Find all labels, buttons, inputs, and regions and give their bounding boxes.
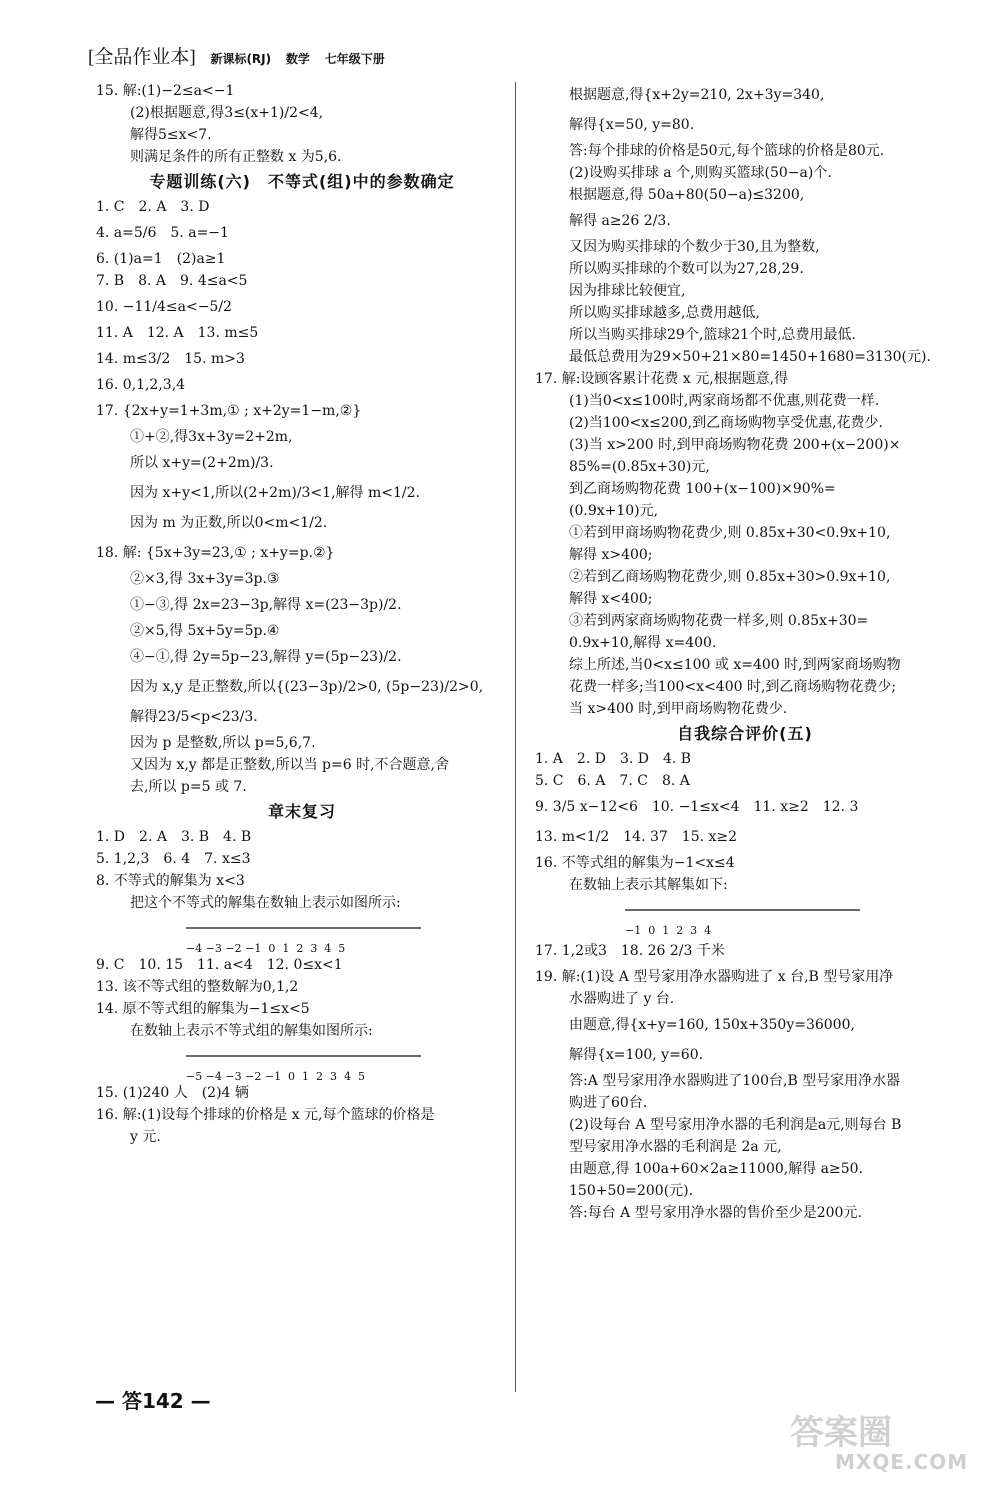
answer-line: ③若到两家商场购物花费一样多,则 0.85x+30= — [569, 613, 869, 629]
answer-line: 解得{x=100, y=60. — [569, 1047, 704, 1063]
answer-line: 15. 解:(1)−2≤a<−1 — [96, 83, 235, 99]
answer-line: 由题意,得{x+y=160, 150x+350y=36000, — [569, 1017, 855, 1033]
answer-line: 综上所述,当0<x≤100 或 x=400 时,到两家商场购物 — [569, 657, 901, 673]
answer-line: 11. A 12. A 13. m≤5 — [96, 325, 259, 341]
answer-line: 150+50=200(元). — [569, 1183, 694, 1199]
number-line-axis — [625, 896, 865, 918]
section-heading: 专题训练(六) 不等式(组)中的参数确定 — [149, 172, 455, 191]
answer-line: 去,所以 p=5 或 7. — [130, 779, 247, 795]
answer-line: (0.9x+10)元, — [569, 503, 659, 519]
answer-line: ①若到甲商场购物花费少,则 0.85x+30<0.9x+10, — [569, 525, 891, 541]
answer-line: (2)当100<x≤200,到乙商场购物享受优惠,花费少. — [569, 415, 883, 431]
number-line-labels: −1 0 1 2 3 4 — [625, 924, 712, 937]
page-header — [88, 42, 385, 69]
answer-line: 解得 x<400; — [569, 591, 653, 607]
answer-line: 因为 x,y 是正整数,所以{(23−3p)/2>0, (5p−23)/2>0, — [130, 679, 484, 695]
answer-line: 当 x>400 时,到甲商场购物花费少. — [569, 701, 788, 717]
answer-line: 10. −11/4≤a<−5/2 — [96, 299, 232, 315]
column-divider — [515, 82, 516, 1392]
number-line — [535, 896, 955, 936]
answer-line: 在数轴上表示不等式组的解集如图所示: — [130, 1023, 373, 1039]
answer-line: 0.9x+10,解得 x=400. — [569, 635, 717, 651]
answer-line: 因为排球比较便宜, — [569, 283, 686, 299]
answer-line: ①−③,得 2x=23−3p,解得 x=(23−3p)/2. — [130, 597, 402, 613]
number-line-axis — [186, 1042, 426, 1064]
answer-line: 13. m<1/2 14. 37 15. x≥2 — [535, 829, 738, 845]
answer-line: 14. m≤3/2 15. m>3 — [96, 351, 245, 367]
answer-line: 1. A 2. D 3. D 4. B — [535, 751, 692, 767]
answer-line: 花费一样多;当100<x<400 时,到乙商场购物花费少; — [569, 679, 897, 695]
answer-line: 所以购买排球越多,总费用越低, — [569, 305, 760, 321]
answer-line: 水器购进了 y 台. — [569, 991, 675, 1007]
answer-line: 9. C 10. 15 11. a<4 12. 0≤x<1 — [96, 957, 343, 973]
answer-line: 解得{x=50, y=80. — [569, 117, 695, 133]
answer-line: 因为 p 是整数,所以 p=5,6,7. — [130, 735, 316, 751]
answer-line: 16. 解:(1)设每个排球的价格是 x 元,每个篮球的价格是 — [96, 1107, 435, 1123]
left-column — [96, 80, 508, 1148]
subject-label: 数学 — [285, 52, 310, 66]
answer-line: 根据题意,得{x+2y=210, 2x+3y=340, — [569, 87, 825, 103]
answer-line: 答:每台 A 型号家用净水器的售价至少是200元. — [569, 1205, 862, 1221]
grade-label: 七年级下册 — [324, 52, 385, 66]
page-number: — 答142 — — [95, 1389, 211, 1413]
answer-line: 又因为购买排球的个数少于30,且为整数, — [569, 239, 820, 255]
answer-line: 17. 解:设顾客累计花费 x 元,根据题意,得 — [535, 371, 789, 387]
answer-line: 答:每个排球的价格是50元,每个篮球的价格是80元. — [569, 143, 885, 159]
answer-line: 在数轴上表示其解集如下: — [569, 877, 728, 893]
answer-line: 解得 a≥26 2/3. — [569, 213, 671, 229]
answer-line: 18. 解: {5x+3y=23,① ; x+y=p.②} — [96, 545, 335, 561]
number-line — [96, 1042, 508, 1082]
answer-line: 5. 1,2,3 6. 4 7. x≤3 — [96, 851, 251, 867]
answer-line: 5. C 6. A 7. C 8. A — [535, 773, 690, 789]
answer-line: 16. 0,1,2,3,4 — [96, 377, 186, 393]
number-line — [96, 914, 508, 954]
answer-line: (3)当 x>200 时,到甲商场购物花费 200+(x−200)× — [569, 437, 901, 453]
answer-line: 解得5≤x<7. — [130, 127, 212, 143]
number-line-labels: −4 −3 −2 −1 0 1 2 3 4 5 — [186, 942, 346, 955]
answer-line: ①+②,得3x+3y=2+2m, — [130, 429, 293, 445]
answer-line: 所以购买排球的个数可以为27,28,29. — [569, 261, 804, 277]
answer-line: 解得 x>400; — [569, 547, 653, 563]
answer-line: 所以当购买排球29个,篮球21个时,总费用最低. — [569, 327, 856, 343]
answer-line: y 元. — [130, 1129, 161, 1145]
watermark-logo: 答案圈 — [790, 1413, 892, 1453]
answer-line: (2)设每台 A 型号家用净水器的毛利润是a元,则每台 B — [569, 1117, 902, 1133]
answer-line: 所以 x+y=(2+2m)/3. — [130, 455, 274, 471]
number-line-axis — [186, 914, 426, 936]
answer-line: 由题意,得 100a+60×2a≥11000,解得 a≥50. — [569, 1161, 864, 1177]
answer-line: (2)根据题意,得3≤(x+1)/2<4, — [130, 105, 324, 121]
answer-line: 17. {2x+y=1+3m,① ; x+2y=1−m,②} — [96, 403, 362, 419]
answer-line: 85%=(0.85x+30)元, — [569, 459, 710, 475]
answer-line: ④−①,得 2y=5p−23,解得 y=(5p−23)/2. — [130, 649, 402, 665]
answer-line: 4. a=5/6 5. a=−1 — [96, 225, 229, 241]
answer-line: 又因为 x,y 都是正整数,所以当 p=6 时,不合题意,舍 — [130, 757, 450, 773]
answer-line: 13. 该不等式组的整数解为0,1,2 — [96, 979, 299, 995]
book-title: [全品作业本] — [88, 47, 196, 68]
answer-line: 最低总费用为29×50+21×80=1450+1680=3130(元). — [569, 349, 931, 365]
answer-line: 到乙商场购物花费 100+(x−100)×90%= — [569, 481, 836, 497]
answer-line: 19. 解:(1)设 A 型号家用净水器购进了 x 台,B 型号家用净 — [535, 969, 894, 985]
answer-line: 答:A 型号家用净水器购进了100台,B 型号家用净水器 — [569, 1073, 901, 1089]
answer-line: 根据题意,得 50a+80(50−a)≤3200, — [569, 187, 805, 203]
answer-line: 17. 1,2或3 18. 26 2/3 千米 — [535, 943, 725, 959]
answer-line: 1. C 2. A 3. D — [96, 199, 210, 215]
answer-line: (1)当0<x≤100时,两家商场都不优惠,则花费一样. — [569, 393, 880, 409]
answer-line: 6. (1)a=1 (2)a≥1 — [96, 251, 226, 267]
answer-line: 15. (1)240 人 (2)4 辆 — [96, 1085, 249, 1101]
answer-line: 因为 m 为正数,所以0<m<1/2. — [130, 515, 328, 531]
answer-line: ②×5,得 5x+5y=5p.④ — [130, 623, 280, 639]
answer-line: 7. B 8. A 9. 4≤a<5 — [96, 273, 248, 289]
right-column — [535, 80, 955, 1224]
answer-line: (2)设购买排球 a 个,则购买篮球(50−a)个. — [569, 165, 832, 181]
number-line-labels: −5 −4 −3 −2 −1 0 1 2 3 4 5 — [186, 1070, 366, 1083]
answer-line: 9. 3/5 x−12<6 10. −1≤x<4 11. x≥2 12. 3 — [535, 799, 859, 815]
answer-line: 购进了60台. — [569, 1095, 648, 1111]
answer-line: ②若到乙商场购物花费少,则 0.85x+30>0.9x+10, — [569, 569, 891, 585]
section-heading: 自我综合评价(五) — [677, 724, 813, 743]
answer-line: 16. 不等式组的解集为−1<x≤4 — [535, 855, 735, 871]
watermark-url: MXQE.COM — [835, 1450, 969, 1474]
answer-line: 解得23/5<p<23/3. — [130, 709, 258, 725]
section-heading: 章末复习 — [267, 802, 336, 821]
answer-line: 1. D 2. A 3. B 4. B — [96, 829, 252, 845]
answer-line: ②×3,得 3x+3y=3p.③ — [130, 571, 280, 587]
answer-line: 14. 原不等式组的解集为−1≤x<5 — [96, 1001, 310, 1017]
answer-line: 8. 不等式的解集为 x<3 — [96, 873, 245, 889]
answer-line: 因为 x+y<1,所以(2+2m)/3<1,解得 m<1/2. — [130, 485, 420, 501]
answer-line: 则满足条件的所有正整数 x 为5,6. — [130, 149, 342, 165]
answer-line: 型号家用净水器的毛利润是 2a 元, — [569, 1139, 782, 1155]
series-label: 新课标(RJ) — [210, 52, 272, 66]
answer-line: 把这个不等式的解集在数轴上表示如图所示: — [130, 895, 401, 911]
